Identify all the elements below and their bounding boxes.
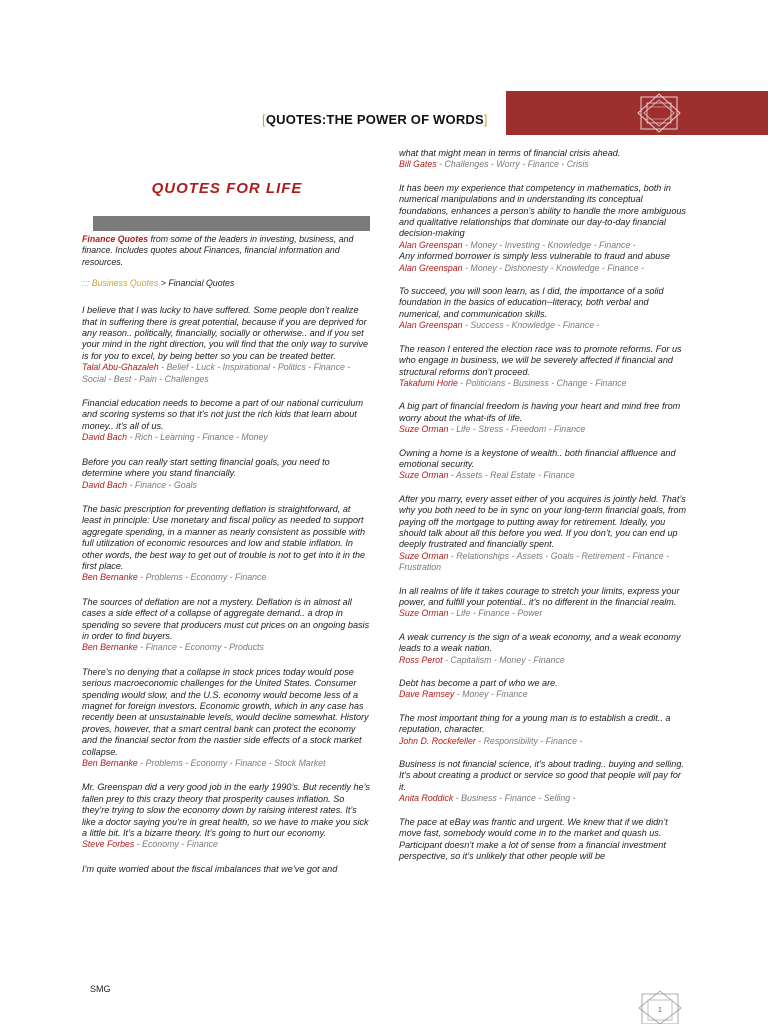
quote-meta	[82, 642, 372, 653]
quote-author-link[interactable]: Takafumi Horie	[399, 377, 458, 388]
quote-author-link[interactable]: Suze Orman	[399, 424, 449, 435]
quote-item	[82, 597, 372, 654]
quote-tags: - Rich - Learning - Finance - Money	[127, 432, 268, 443]
quote-text: I believe that I was lucky to have suffered. Some people don’t realize that in suffering there is great potential, because if you are deprived for any reason.. politically, financially, socially or otherwise.. and if you set your mind in the right direction, you will find that the only way to survive is for you to excel, by being better so you can be treated better.	[82, 305, 369, 361]
quote-meta	[399, 655, 689, 666]
quote-item	[399, 401, 689, 435]
breadcrumb-financial-quotes: Financial Quotes	[168, 278, 235, 289]
quote-meta	[82, 839, 372, 850]
quote-item	[399, 286, 689, 332]
quote-author-link[interactable]: Alan Greenspan	[399, 262, 463, 273]
section-title: QUOTES FOR LIFE	[151, 180, 303, 197]
quote-tags: - Life - Finance - Power	[448, 608, 543, 619]
quote-author-link[interactable]: Ben Bernanke	[82, 758, 138, 769]
quote-meta	[399, 424, 689, 435]
quote-author-link[interactable]: Ross Perot	[399, 654, 443, 665]
quote-text: Business is not financial science, it’s about trading.. buying and selling. It’s about creating a product or service so good that people will pay for it.	[399, 759, 684, 792]
quote-author-link[interactable]: Steve Forbes	[82, 839, 135, 850]
quote-meta	[82, 432, 372, 443]
quote-author-link[interactable]: Suze Orman	[399, 550, 449, 561]
quote-item	[82, 398, 372, 444]
quote-tags: - Relationships - Assets - Goals - Retirement - Finance - Frustration	[399, 550, 670, 573]
quote-item	[82, 305, 372, 385]
quote-text: There’s no denying that a collapse in stock prices today would pose serious macroeconomic challenges for the United States. Consumer spending would slow, and the U.S. economy would become less of a magnet for foreign investors. Economic growth, which in any case has recently been at unsustainable levels, would decline somewhat. History proves, however, that a smart central bank can protect the economy and the financial sector from the nastier side effects of a stock market collapse.	[82, 666, 369, 757]
quote-tags: - Capitalism - Money - Finance	[442, 654, 565, 665]
quote-item	[82, 667, 372, 770]
quote-text: A big part of financial freedom is having your heart and mind free from worry about the what-ifs of life.	[399, 401, 681, 423]
quote-author-link[interactable]: Bill Gates	[399, 159, 437, 170]
header-title-text: QUOTES:THE POWER OF WORDS	[265, 112, 484, 127]
quote-item	[82, 504, 372, 584]
quote-meta	[399, 263, 689, 274]
quote-meta	[399, 320, 689, 331]
footer-label: SMG	[90, 984, 111, 994]
intro-paragraph	[82, 234, 372, 268]
quote-text: what that might mean in terms of financial crisis ahead.	[399, 148, 621, 158]
quote-item	[399, 759, 689, 805]
quote-tags: - Success - Knowledge - Finance -	[462, 320, 600, 331]
quote-author-link[interactable]: Alan Greenspan	[399, 239, 463, 250]
quote-author-link[interactable]: David Bach	[82, 432, 127, 443]
quote-text: Owning a home is a keystone of wealth.. both financial affluence and emotional security.	[399, 447, 676, 469]
quote-meta	[399, 689, 689, 700]
quote-item	[82, 782, 372, 850]
quote-text: It has been my experience that competency in mathematics, both in numerical manipulations and in understanding its conceptual foundations, enhances a person’s ability to handle the more ambiguous and qualitative relationships that dominate our day-to-day financial decision-making	[399, 182, 686, 239]
quote-meta	[399, 551, 689, 574]
quote-item	[82, 864, 372, 875]
quote-text: In all realms of life it takes courage to stretch your limits, express your power, and fulfill your potential.. it’s no different in the financial realm.	[399, 585, 680, 607]
quote-tags: - Money - Finance	[454, 689, 528, 700]
quote-meta	[399, 378, 689, 389]
quote-text: Financial education needs to become a part of our national curriculum and scoring systems so that it’s not just the rich kids that learn about money.. it’s all of us.	[82, 398, 364, 431]
quote-tags: - Assets - Real Estate - Finance	[448, 470, 575, 481]
quote-item	[399, 448, 689, 482]
quote-item	[399, 632, 689, 666]
quote-meta	[399, 608, 689, 619]
quote-item	[399, 183, 689, 274]
quote-author-link[interactable]: Ben Bernanke	[82, 572, 138, 583]
quote-author-link[interactable]: Anita Roddick	[399, 793, 454, 804]
quote-text: I’m quite worried about the fiscal imbalances that we’ve got and	[82, 863, 338, 874]
left-column	[82, 175, 372, 888]
quote-text: Before you can really start setting financial goals, you need to determine where you stand financially.	[82, 456, 330, 479]
header-bracket-open: [	[262, 112, 266, 127]
quote-item	[399, 344, 689, 390]
footer-geometric-logo-icon	[638, 990, 682, 1024]
breadcrumb	[82, 278, 372, 288]
quote-author-link[interactable]: Suze Orman	[399, 470, 449, 481]
quote-meta	[82, 362, 372, 385]
quote-tags: - Money - Dishonesty - Knowledge - Finance -	[462, 262, 644, 273]
quote-meta	[399, 793, 689, 804]
breadcrumb-separator: >	[158, 278, 169, 289]
quote-item	[399, 678, 689, 701]
quote-tags: - Finance - Goals	[127, 479, 197, 490]
quote-author-link[interactable]: Alan Greenspan	[399, 320, 463, 331]
quote-text: The pace at eBay was frantic and urgent. We knew that if we didn’t move fast, somebody would come in to the market and quash us. Participant doesn’t make a lot of sense from a financial investment perspective, so it’s unlikely that other people will be	[399, 816, 668, 861]
quote-text: The most important thing for a young man is to establish a credit.. a reputation, character.	[399, 712, 671, 735]
intro-rest: from some of the leaders in investing, business, and finance. Includes quotes about Finances, financial information and resources.	[82, 234, 354, 267]
intro-lead-link[interactable]: Finance Quotes	[82, 234, 148, 244]
quote-text: The reason I entered the election race was to promote reforms. For us who engage in business, we will be severely affected if financial and structural reforms don’t proceed.	[399, 343, 682, 377]
quote-tags: - Problems - Economy - Finance - Stock Market	[137, 758, 326, 769]
page-header-title	[262, 112, 488, 127]
quote-author-link[interactable]: Dave Ramsey	[399, 689, 455, 700]
quote-item	[82, 457, 372, 491]
gray-divider-bar	[93, 216, 370, 231]
breadcrumb-business-quotes[interactable]: ::: Business Quotes	[82, 278, 159, 289]
quote-tags: - Problems - Economy - Finance	[137, 572, 267, 583]
quote-tags: - Money - Investing - Knowledge - Finance -	[462, 239, 636, 250]
quote-tags: - Belief - Luck - Inspirational - Politics - Finance - Social - Best - Pain - Challenges	[82, 362, 351, 384]
quote-author-link[interactable]: David Bach	[82, 479, 127, 490]
quote-tags: - Life - Stress - Freedom - Finance	[448, 424, 586, 435]
quote-meta	[82, 758, 372, 769]
quote-item	[399, 494, 689, 574]
quote-author-link[interactable]: Ben Bernanke	[82, 642, 138, 653]
quote-tags: - Economy - Finance	[134, 839, 218, 850]
page-number: 1	[658, 1007, 662, 1014]
quote-item	[399, 713, 689, 747]
quote-tags: - Finance - Economy - Products	[137, 642, 264, 653]
right-quote-list	[399, 148, 689, 862]
quote-item	[399, 148, 689, 171]
quote-meta	[82, 480, 372, 491]
geometric-logo-icon	[637, 93, 681, 133]
quote-text: The basic prescription for preventing deflation is straightforward, at least in principle: Use monetary and fiscal policy as needed to support aggregate spending, in a manner as nearly consistent as possible with full utilization of economic resources and low and stable inflation. In other words, the best way to get out of trouble is not to get into it in the first place.	[82, 503, 366, 571]
quote-author-link[interactable]: Talal Abu-Ghazaleh	[82, 362, 159, 373]
quote-item	[399, 586, 689, 620]
quote-author-link[interactable]: John D. Rockefeller	[399, 735, 476, 746]
quote-meta	[399, 470, 689, 481]
quote-meta	[399, 736, 689, 747]
left-quote-list	[82, 305, 372, 875]
quote-text: Debt has become a part of who we are.	[399, 678, 558, 689]
quote-meta	[399, 240, 689, 251]
quote-tags: - Business - Finance - Selling -	[453, 793, 576, 804]
quote-text: Mr. Greenspan did a very good job in the early 1990’s. But recently he’s fallen prey to this crazy theory that prosperity causes inflation. So they’re trying to slow the economy down by raising interest rates. It’s like a doctor saying you’re in great health, so we have to make you sick a little bit. It’s a bizarre theory. It’s going to hurt our economy.	[82, 782, 370, 839]
quote-meta	[399, 159, 689, 170]
quote-text: Any informed borrower is simply less vulnerable to fraud and abuse	[399, 251, 670, 262]
quote-item	[399, 817, 689, 863]
quote-text: The sources of deflation are not a mystery. Deflation is in almost all cases a side effect of a collapse of aggregate demand.. a drop in spending so severe that producers must cut prices on an ongoing basis in order to find buyers.	[82, 596, 370, 641]
quote-meta	[82, 572, 372, 583]
right-column	[399, 148, 689, 874]
quote-tags: - Challenges - Worry - Finance - Crisis	[436, 159, 589, 170]
quote-text: A weak currency is the sign of a weak economy, and a weak economy leads to a weak nation.	[399, 631, 681, 654]
quote-text: To succeed, you will soon learn, as I did, the importance of a solid foundation in the basics of education--literacy, both verbal and numerical, and communication skills.	[399, 286, 664, 319]
quote-tags: - Politicians - Business - Change - Finance	[457, 377, 627, 388]
quote-author-link[interactable]: Suze Orman	[399, 608, 449, 619]
header-bracket-close: ]	[483, 112, 488, 127]
quote-tags: - Responsibility - Finance -	[475, 735, 583, 746]
quote-text: After you marry, every asset either of you acquires is jointly held. That’s why you both need to be in sync on your long-term financial goals, from paying off the mortgage to putting away for retirement. Ideally, you should talk about all this before you wed. If you don’t, you can end up deeply frustrated and financially spent.	[399, 493, 687, 550]
